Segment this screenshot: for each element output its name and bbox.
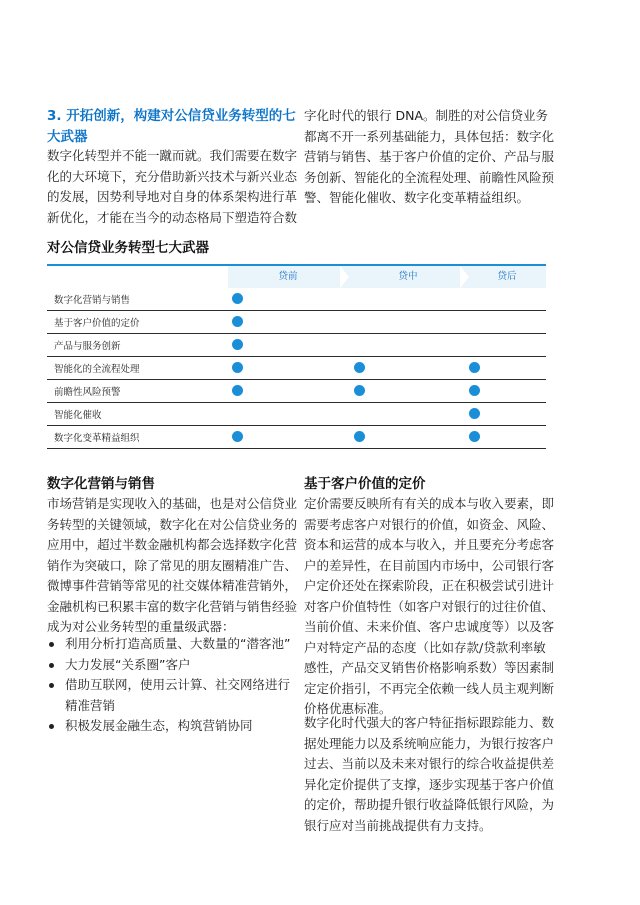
row-label: 数字化营销与销售: [54, 295, 131, 306]
marketing-section-title: 数字化营销与销售: [47, 476, 155, 492]
intro-paragraph-left: 数字化转型并不能一蹴而就。我们需要在数字化的大环境下，充分借助新兴技术与新兴业态的发展，因势利导地对自身的体系架构进行革新优化，才能在当今的动态格局下塑造符合数: [47, 148, 298, 225]
list-item: 大力发展“关系圈”客户: [47, 655, 297, 676]
marketing-bullet-list: [47, 634, 297, 737]
table-row: [47, 403, 546, 426]
row-label: 基于客户价值的定价: [54, 318, 140, 329]
phase-arrow: [460, 266, 469, 288]
stage-marker-dot: [469, 362, 480, 373]
row-label: 前瞻性风险预警: [54, 387, 121, 398]
stage-marker-dot: [232, 293, 243, 304]
stage-marker-dot: [232, 431, 243, 442]
weapons-table: [47, 264, 546, 449]
stage-marker-dot: [354, 431, 365, 442]
stage-marker-dot: [469, 385, 480, 396]
row-label: 数字化变革精益组织: [54, 433, 140, 444]
table-row: [47, 311, 546, 334]
table-row: [47, 426, 546, 449]
stage-marker-dot: [354, 385, 365, 396]
table-row: [47, 380, 546, 403]
section-heading: 3. 开拓创新，构建对公信贷业务转型的七大武器: [47, 108, 296, 145]
table-body: [47, 288, 546, 449]
pricing-paragraph-2: 数字化时代强大的客户特征指标跟踪能力、数据处理能力以及系统响应能力，为银行按客户过去、当前以及未来对银行的综合收益提供差异化定价提供了支撑，逐步实现基于客户价值的定价，帮助提升银行收益降低银行风险，为银行应对当前挑战提供有力支持。: [304, 715, 555, 833]
phase-pre-loan: 贷前: [278, 271, 298, 282]
marketing-paragraph: 市场营销是实现收入的基础，也是对公信贷业务转型的关键领域，数字化在对公信贷业务的应用中，超过半数金融机构都会选择数字化营销作为突破口，除了常见的朋友圈精准广告、微博事件营销等常见的社交媒体精准营销外，金融机构已积累丰富的数字化营销与销售经验成为对公业务转型的重量级武器：: [47, 496, 298, 634]
phase-in-loan: 贷中: [398, 271, 418, 282]
stage-marker-dot: [469, 408, 480, 419]
stage-marker-dot: [354, 362, 365, 373]
stage-marker-dot: [232, 362, 243, 373]
row-label: 智能化催收: [54, 410, 102, 421]
row-label: 产品与服务创新: [54, 341, 121, 352]
stage-marker-dot: [232, 316, 243, 327]
table-row: [47, 334, 546, 357]
list-item: 利用分析打造高质量、大数量的“潜客池”: [47, 634, 297, 655]
table-header: [47, 264, 546, 288]
stage-marker-dot: [469, 431, 480, 442]
row-label: 智能化的全流程处理: [54, 364, 140, 375]
intro-paragraph-right: 字化时代的银行 DNA。制胜的对公信贷业务都离不开一系列基础能力，具体包括：数字化营销与销售、基于客户价值的定价、产品与服务创新、智能化的全流程处理、前瞻性风险预警、智能化催收、数字化变革精益组织。: [304, 108, 555, 205]
table-title: 对公信贷业务转型七大武器: [47, 240, 209, 256]
list-item: 积极发展金融生态，构筑营销协同: [47, 716, 297, 737]
list-item: 借助互联网，使用云计算、社交网络进行精准营销: [47, 675, 297, 716]
phase-post-loan: 贷后: [497, 271, 517, 282]
pricing-section-title: 基于客户价值的定价: [304, 476, 426, 492]
stage-marker-dot: [232, 339, 243, 350]
table-row: [47, 288, 546, 311]
pricing-paragraph-1: 定价需要反映所有有关的成本与收入要素，即需要考虑客户对银行的价值，如资金、风险、资本和运营的成本与收入，并且要充分考虑客户的差异性，在目前国内市场中，公司银行客户定价还处在探索阶段，正在积极尝试引进计对客户价值特性（如客户对银行的过往价值、当前价值、未来价值、客户忠诚度等）以及客户对特定产品的态度（比如存款/贷款利率敏感性，产品交叉销售价格影响系数）等因素制定定价指引，不再完全依赖一线人员主观判断价格优惠标准。: [304, 496, 555, 716]
stage-marker-dot: [232, 385, 243, 396]
table-row: [47, 357, 546, 380]
phase-arrow: [340, 266, 349, 288]
